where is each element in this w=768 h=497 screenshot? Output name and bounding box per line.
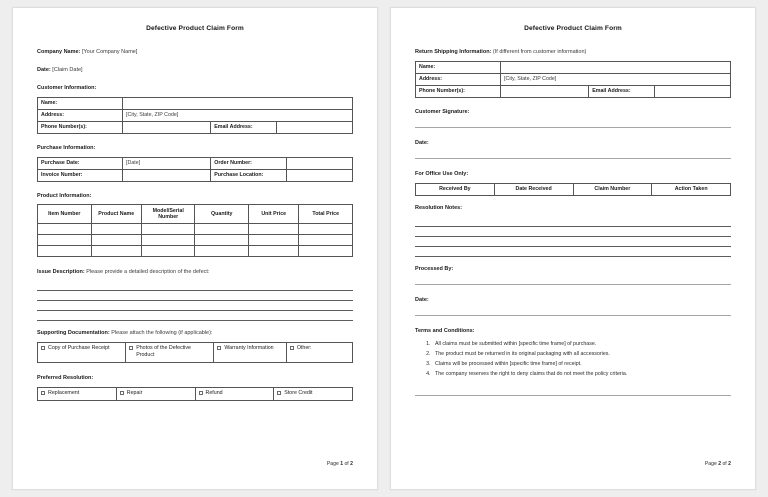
preferred-resolution-table: [37, 387, 353, 401]
cell-empty[interactable]: [38, 224, 92, 235]
list-item: 2. The product must be returned in its original packaging with all accessories.: [432, 351, 731, 358]
cell-name-value[interactable]: [123, 97, 353, 109]
doc-option-label: Copy of Purchase Receipt: [48, 345, 110, 352]
table-row: [38, 246, 353, 257]
write-line[interactable]: [37, 281, 353, 291]
spacer: [415, 381, 731, 395]
cell-phone-label: Phone Number(s):: [38, 121, 123, 133]
cell-empty[interactable]: [299, 224, 353, 235]
cell-email-value[interactable]: [655, 85, 731, 97]
column-header: Quantity: [195, 205, 249, 224]
list-item: 4. The company reserves the right to deny claims that do not meet the policy criteria.: [432, 371, 731, 378]
cell-address-label: Address:: [416, 73, 501, 85]
cell-empty[interactable]: [91, 224, 141, 235]
cell-purchase-date-label: Purchase Date:: [38, 157, 123, 169]
cell-order-number-label: Order Number:: [211, 157, 287, 169]
cell-invoice-number-value[interactable]: [123, 169, 211, 181]
doc-option-cell[interactable]: [38, 343, 126, 363]
column-header: Date Received: [494, 183, 573, 195]
cell-empty[interactable]: [141, 235, 195, 246]
table-row: [38, 169, 353, 181]
footer-middle: of: [343, 461, 351, 467]
table-row: [38, 388, 353, 401]
doc-option-label: Warranty Information: [224, 345, 274, 352]
column-header: Model/Serial Number: [141, 205, 195, 224]
supporting-documentation-table: [37, 342, 353, 363]
checkbox-icon[interactable]: [290, 346, 294, 350]
page-footer-2: [705, 461, 731, 467]
cell-empty[interactable]: [195, 224, 249, 235]
cell-name-value[interactable]: [501, 61, 731, 73]
document-page-1[interactable]: [12, 7, 378, 490]
resolution-option-cell[interactable]: [116, 388, 195, 401]
table-row: [38, 121, 353, 133]
cell-empty[interactable]: [299, 235, 353, 246]
footer-current-page: 2: [718, 461, 722, 467]
cell-address-value[interactable]: [City, State, ZIP Code]: [123, 109, 353, 121]
column-header: Received By: [416, 183, 495, 195]
page-title: Defective Product Claim Form: [146, 25, 244, 32]
terms-list: [432, 341, 731, 378]
table-row: [416, 85, 731, 97]
write-line[interactable]: [37, 311, 353, 321]
office-use-table: [415, 183, 731, 196]
preferred-resolution-heading: Preferred Resolution:: [37, 375, 94, 382]
resolution-notes-label: Resolution Notes:: [415, 204, 463, 211]
footer-total-pages: 2: [350, 461, 353, 467]
cell-email-label: Email Address:: [589, 85, 655, 97]
doc-option-cell[interactable]: [286, 343, 352, 363]
cell-phone-label: Phone Number(s):: [416, 85, 501, 97]
resolution-option-label: Store Credit: [284, 390, 313, 397]
office-use-heading: For Office Use Only:: [415, 170, 469, 177]
page-title: Defective Product Claim Form: [524, 25, 622, 32]
issue-description-instruction: Please provide a detailed description of the defect:: [86, 269, 210, 276]
resolution-option-label: Refund: [205, 390, 223, 397]
purchase-information-heading: Purchase Information:: [37, 144, 96, 151]
doc-option-label: Photos of the Defective Product: [136, 345, 191, 359]
footer-middle: of: [721, 461, 729, 467]
column-header: Claim Number: [573, 183, 652, 195]
checkbox-icon[interactable]: [199, 391, 203, 395]
cell-purchase-date-value[interactable]: [Date]: [123, 157, 211, 169]
table-row: [38, 97, 353, 109]
processed-by-line[interactable]: [415, 284, 731, 285]
table-row: [38, 224, 353, 235]
supporting-documentation-heading: [37, 330, 353, 337]
purchase-information-table: [37, 157, 353, 182]
write-line[interactable]: [415, 247, 731, 257]
cell-empty[interactable]: [38, 246, 92, 257]
return-shipping-heading: [415, 49, 731, 56]
supporting-documentation-instruction: Please attach the following (if applicable):: [111, 330, 213, 337]
write-line[interactable]: [415, 237, 731, 247]
footer-current-page: 1: [340, 461, 344, 467]
resolution-option-label: Replacement: [48, 390, 80, 397]
company-name-value[interactable]: [Your Company Name]: [81, 49, 138, 55]
cell-phone-value[interactable]: [123, 121, 211, 133]
column-header: Product Name: [91, 205, 141, 224]
doc-option-cell[interactable]: [214, 343, 286, 363]
checkbox-icon[interactable]: [41, 391, 45, 395]
table-row: [38, 343, 353, 363]
customer-signature-line[interactable]: [415, 127, 731, 128]
issue-description-heading: [37, 269, 353, 276]
resolution-option-cell[interactable]: [38, 388, 117, 401]
return-shipping-label: Return Shipping Information:: [415, 49, 492, 55]
resolution-option-cell[interactable]: [274, 388, 353, 401]
write-line[interactable]: [415, 227, 731, 237]
cell-empty[interactable]: [249, 235, 299, 246]
cell-phone-value[interactable]: [501, 85, 589, 97]
claim-date-field: [37, 67, 353, 74]
table-row: [38, 109, 353, 121]
product-information-heading: Product Information:: [37, 192, 92, 199]
document-page-2[interactable]: [390, 7, 756, 490]
cell-empty[interactable]: [249, 224, 299, 235]
table-header-row: [38, 205, 353, 224]
table-row: [416, 61, 731, 73]
return-shipping-table: [415, 61, 731, 98]
table-header-row: [416, 183, 731, 195]
list-item: 1. All claims must be submitted within [specific time frame] of purchase.: [432, 341, 731, 348]
company-name-field: [37, 49, 353, 56]
cell-empty[interactable]: [38, 235, 92, 246]
product-information-table: [37, 204, 353, 257]
claim-date-value[interactable]: [Claim Date]: [52, 66, 83, 73]
checkbox-icon[interactable]: [129, 346, 133, 350]
cell-empty[interactable]: [195, 235, 249, 246]
doc-option-label: Other:: [296, 345, 312, 352]
list-item: 3. Claims will be processed within [specific time frame] of receipt.: [432, 361, 731, 368]
doc-option-cell[interactable]: [126, 343, 214, 363]
return-shipping-note: (If different from customer information): [492, 49, 587, 55]
footer-total-pages: 2: [728, 461, 731, 467]
column-header: Action Taken: [652, 183, 731, 195]
page-footer-1: [327, 461, 353, 467]
cell-empty[interactable]: [249, 246, 299, 257]
checkbox-icon[interactable]: [277, 391, 281, 395]
checkbox-icon[interactable]: [41, 346, 45, 350]
cell-email-label: Email Address:: [211, 121, 277, 133]
table-row: [38, 157, 353, 169]
claim-date-label: Date:: [37, 66, 51, 73]
checkbox-icon[interactable]: [120, 391, 124, 395]
write-line[interactable]: [37, 291, 353, 301]
cell-empty[interactable]: [141, 224, 195, 235]
issue-description-label: Issue Description:: [37, 269, 85, 276]
cell-empty[interactable]: [299, 246, 353, 257]
customer-signature-label: Customer Signature:: [415, 108, 470, 115]
terms-closing-line: [415, 395, 731, 396]
terms-heading: Terms and Conditions:: [415, 327, 475, 334]
column-header: Item Number: [38, 205, 92, 224]
cell-purchase-location-value[interactable]: [286, 169, 352, 181]
cell-email-value[interactable]: [277, 121, 353, 133]
cell-name-label: Name:: [38, 97, 123, 109]
company-name-label: Company Name:: [37, 49, 81, 55]
signature-date-label: Date:: [415, 139, 429, 146]
resolution-notes-lines: [415, 217, 731, 257]
table-row: [38, 235, 353, 246]
cell-purchase-location-label: Purchase Location:: [211, 169, 287, 181]
column-header: Unit Price: [249, 205, 299, 224]
table-row: [416, 73, 731, 85]
write-line[interactable]: [37, 301, 353, 311]
customer-information-table: [37, 97, 353, 134]
resolution-option-label: Repair: [126, 390, 143, 397]
supporting-documentation-label: Supporting Documentation:: [37, 330, 110, 337]
cell-empty[interactable]: [141, 246, 195, 257]
resolution-option-cell[interactable]: [195, 388, 274, 401]
footer-prefix: Page: [704, 461, 719, 467]
processed-date-line[interactable]: [415, 315, 731, 316]
checkbox-icon[interactable]: [217, 346, 221, 350]
cell-empty[interactable]: [195, 246, 249, 257]
cell-address-label: Address:: [38, 109, 123, 121]
issue-description-lines: [37, 281, 353, 321]
cell-address-value[interactable]: [City, State, ZIP Code]: [501, 73, 731, 85]
column-header: Total Price: [299, 205, 353, 224]
cell-empty[interactable]: [91, 246, 141, 257]
processed-date-label: Date:: [415, 296, 429, 303]
processed-by-label: Processed By:: [415, 265, 454, 272]
cell-name-label: Name:: [416, 61, 501, 73]
cell-empty[interactable]: [91, 235, 141, 246]
cell-invoice-number-label: Invoice Number:: [38, 169, 123, 181]
customer-information-heading: Customer Information:: [37, 84, 97, 91]
footer-prefix: Page: [326, 461, 341, 467]
cell-order-number-value[interactable]: [286, 157, 352, 169]
signature-date-line[interactable]: [415, 158, 731, 159]
write-line[interactable]: [415, 217, 731, 227]
